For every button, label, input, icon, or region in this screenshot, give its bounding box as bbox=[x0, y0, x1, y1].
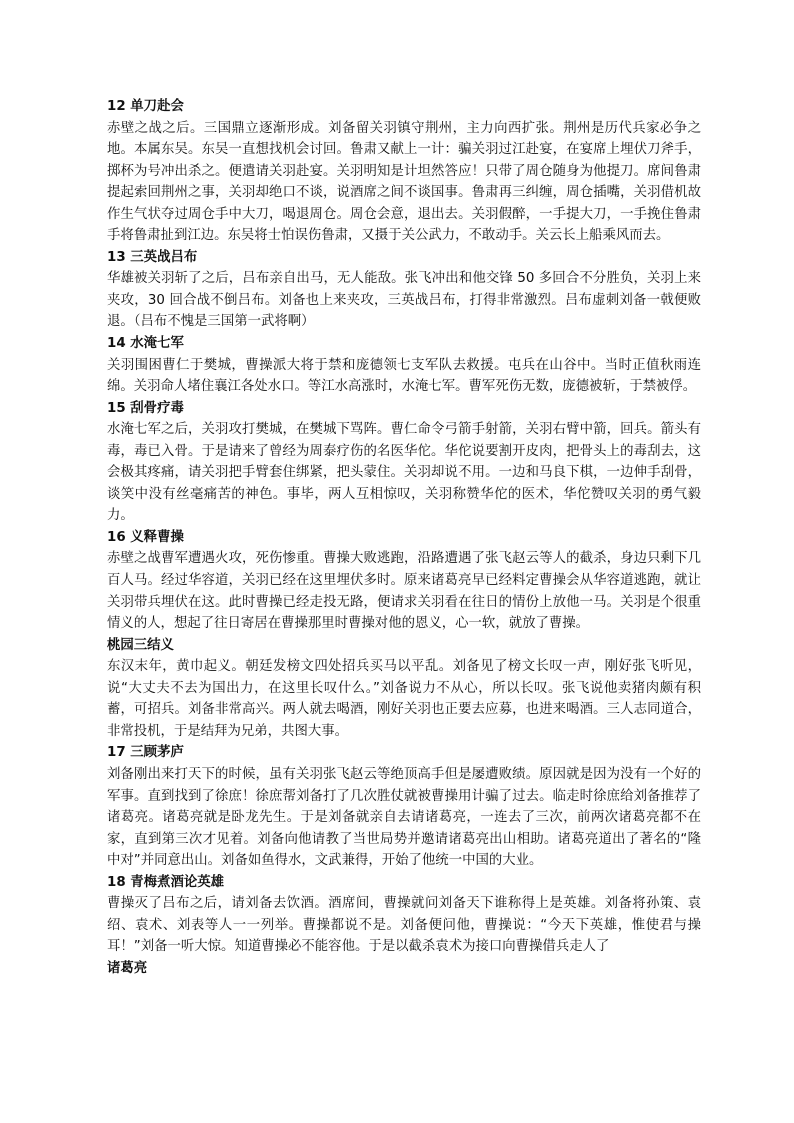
section-body: 刘备刚出来打天下的时候，虽有关羽张飞赵云等绝顶高手但是屡遭败绩。原因就是因为没有一个好的军事。直到找到了徐庶！徐庶帮刘备打了几次胜仗就被曹操用计骗了过去。临走时徐庶给刘备推荐了诸葛亮。诸葛亮就是卧龙先生。于是刘备就亲自去请诸葛亮，一连去了三次，前两次诸葛亮都不在家，直到第三次才见着。刘备向他请教了当世局势并邀请诸葛亮出山相助。诸葛亮道出了著名的“隆中对”并同意出山。刘备如鱼得水，文武兼得，开始了他统一中国的大业。 bbox=[107, 766, 701, 869]
section-shui-yan-qi-jun bbox=[107, 333, 701, 398]
section-san-ying-zhan-lv-bu bbox=[107, 247, 701, 333]
section-qing-mei-zhu-jiu bbox=[107, 872, 701, 958]
document-page bbox=[107, 96, 701, 979]
section-title: 桃园三结义 bbox=[107, 637, 174, 653]
section-title: 17 三顾茅庐 bbox=[107, 745, 184, 761]
section-body: 水淹七军之后，关羽攻打樊城，在樊城下骂阵。曹仁命令弓箭手射箭，关羽右臂中箭，回兵。箭头有毒，毒已入骨。于是请来了曾经为周泰疗伤的名医华佗。华佗说要割开皮肉，把骨头上的毒刮去，这会极其疼痛，请关羽把手臂套住绑紧，把头蒙住。关羽却说不用。一边和马良下棋，一边伸手刮骨，谈笑中没有丝毫痛苦的神色。事毕，两人互相惊叹，关羽称赞华佗的医术，华佗赞叹关羽的勇气毅力。 bbox=[107, 422, 701, 524]
section-title: 诸葛亮 bbox=[107, 960, 148, 976]
section-body: 关羽围困曹仁于樊城，曹操派大将于禁和庞德领七支军队去救援。屯兵在山谷中。当时正值秋雨连绵。关羽命人堵住襄江各处水口。等江水高涨时，水淹七军。曹军死伤无数，庞德被斩，于禁被俘。 bbox=[107, 357, 701, 395]
section-zhu-ge-liang bbox=[107, 958, 701, 980]
section-dan-dao-fu-hui bbox=[107, 96, 701, 247]
section-tao-yuan-san-jie-yi bbox=[107, 635, 701, 743]
section-body: 华雄被关羽斩了之后，吕布亲自出马，无人能敌。张飞冲出和他交锋 50 多回合不分胜负，关羽上来夹攻，30 回合战不倒吕布。刘备也上来夹攻，三英战吕布，打得非常激烈。吕布虚刺刘备一戟便败退。（吕布不愧是三国第一武将啊） bbox=[107, 271, 701, 330]
section-body: 东汉末年，黄巾起义。朝廷发榜文四处招兵买马以平乱。刘备见了榜文长叹一声，刚好张飞听见，说“大丈夫不去为国出力，在这里长叹什么。”刘备说力不从心，所以长叹。张飞说他卖猪肉颇有积蓄，可招兵。刘备非常高兴。两人就去喝酒，刚好关羽也正要去应募，也进来喝酒。三人志同道合，非常投机，于是结拜为兄弟，共图大事。 bbox=[107, 659, 701, 739]
section-title: 16 义释曹操 bbox=[107, 529, 184, 545]
section-san-gu-mao-lu bbox=[107, 742, 701, 871]
section-title: 12 单刀赴会 bbox=[107, 99, 184, 114]
section-body: 赤壁之战之后。三国鼎立逐渐形成。刘备留关羽镇守荆州，主力向西扩张。荆州是历代兵家必争之地。本属东吴。东吴一直想找机会讨回。鲁肃又献上一计：骗关羽过江赴宴，在宴席上埋伏刀斧手，掷杯为号冲出杀之。便遣请关羽赴宴。关羽明知是计坦然答应！只带了周仓随身为他提刀。席间鲁肃提起索回荆州之事，关羽却绝口不谈，说酒席之间不谈国事。鲁肃再三纠缠，周仓插嘴，关羽借机故作生气状夺过周仓手中大刀，喝退周仓。周仓会意，退出去。关羽假醉，一手提大刀，一手挽住鲁肃手将鲁肃扯到江边。东吴将士怕误伤鲁肃，又摄于关公武力，不敢动手。关云长上船乘风而去。 bbox=[107, 120, 701, 244]
section-title: 14 水淹七军 bbox=[107, 336, 184, 352]
section-title: 13 三英战吕布 bbox=[107, 249, 198, 265]
section-gua-gu-liao-du bbox=[107, 398, 701, 527]
section-title: 15 刮骨疗毒 bbox=[107, 400, 184, 416]
section-yi-shi-cao-cao bbox=[107, 527, 701, 635]
section-title: 18 青梅煮酒论英雄 bbox=[107, 874, 225, 890]
section-body: 赤壁之战曹军遭遇火攻，死伤惨重。曹操大败逃跑，沿路遭遇了张飞赵云等人的截杀，身边只剩下几百人马。经过华容道，关羽已经在这里埋伏多时。原来诸葛亮早已经料定曹操会从华容道逃跑，就让关羽带兵埋伏在这。此时曹操已经走投无路，便请求关羽看在往日的情份上放他一马。关羽是个很重情义的人，想起了往日寄居在曹操那里时曹操对他的恩义，心一软，就放了曹操。 bbox=[107, 551, 701, 632]
section-body: 曹操灭了吕布之后，请刘备去饮酒。酒席间，曹操就问刘备天下谁称得上是英雄。刘备将孙策、袁绍、袁术、刘表等人一一列举。曹操都说不是。刘备便问他，曹操说：“今天下英雄，惟使君与操耳！”刘备一听大惊。知道曹操必不能容他。于是以截杀袁术为接口向曹操借兵走人了 bbox=[107, 896, 701, 955]
